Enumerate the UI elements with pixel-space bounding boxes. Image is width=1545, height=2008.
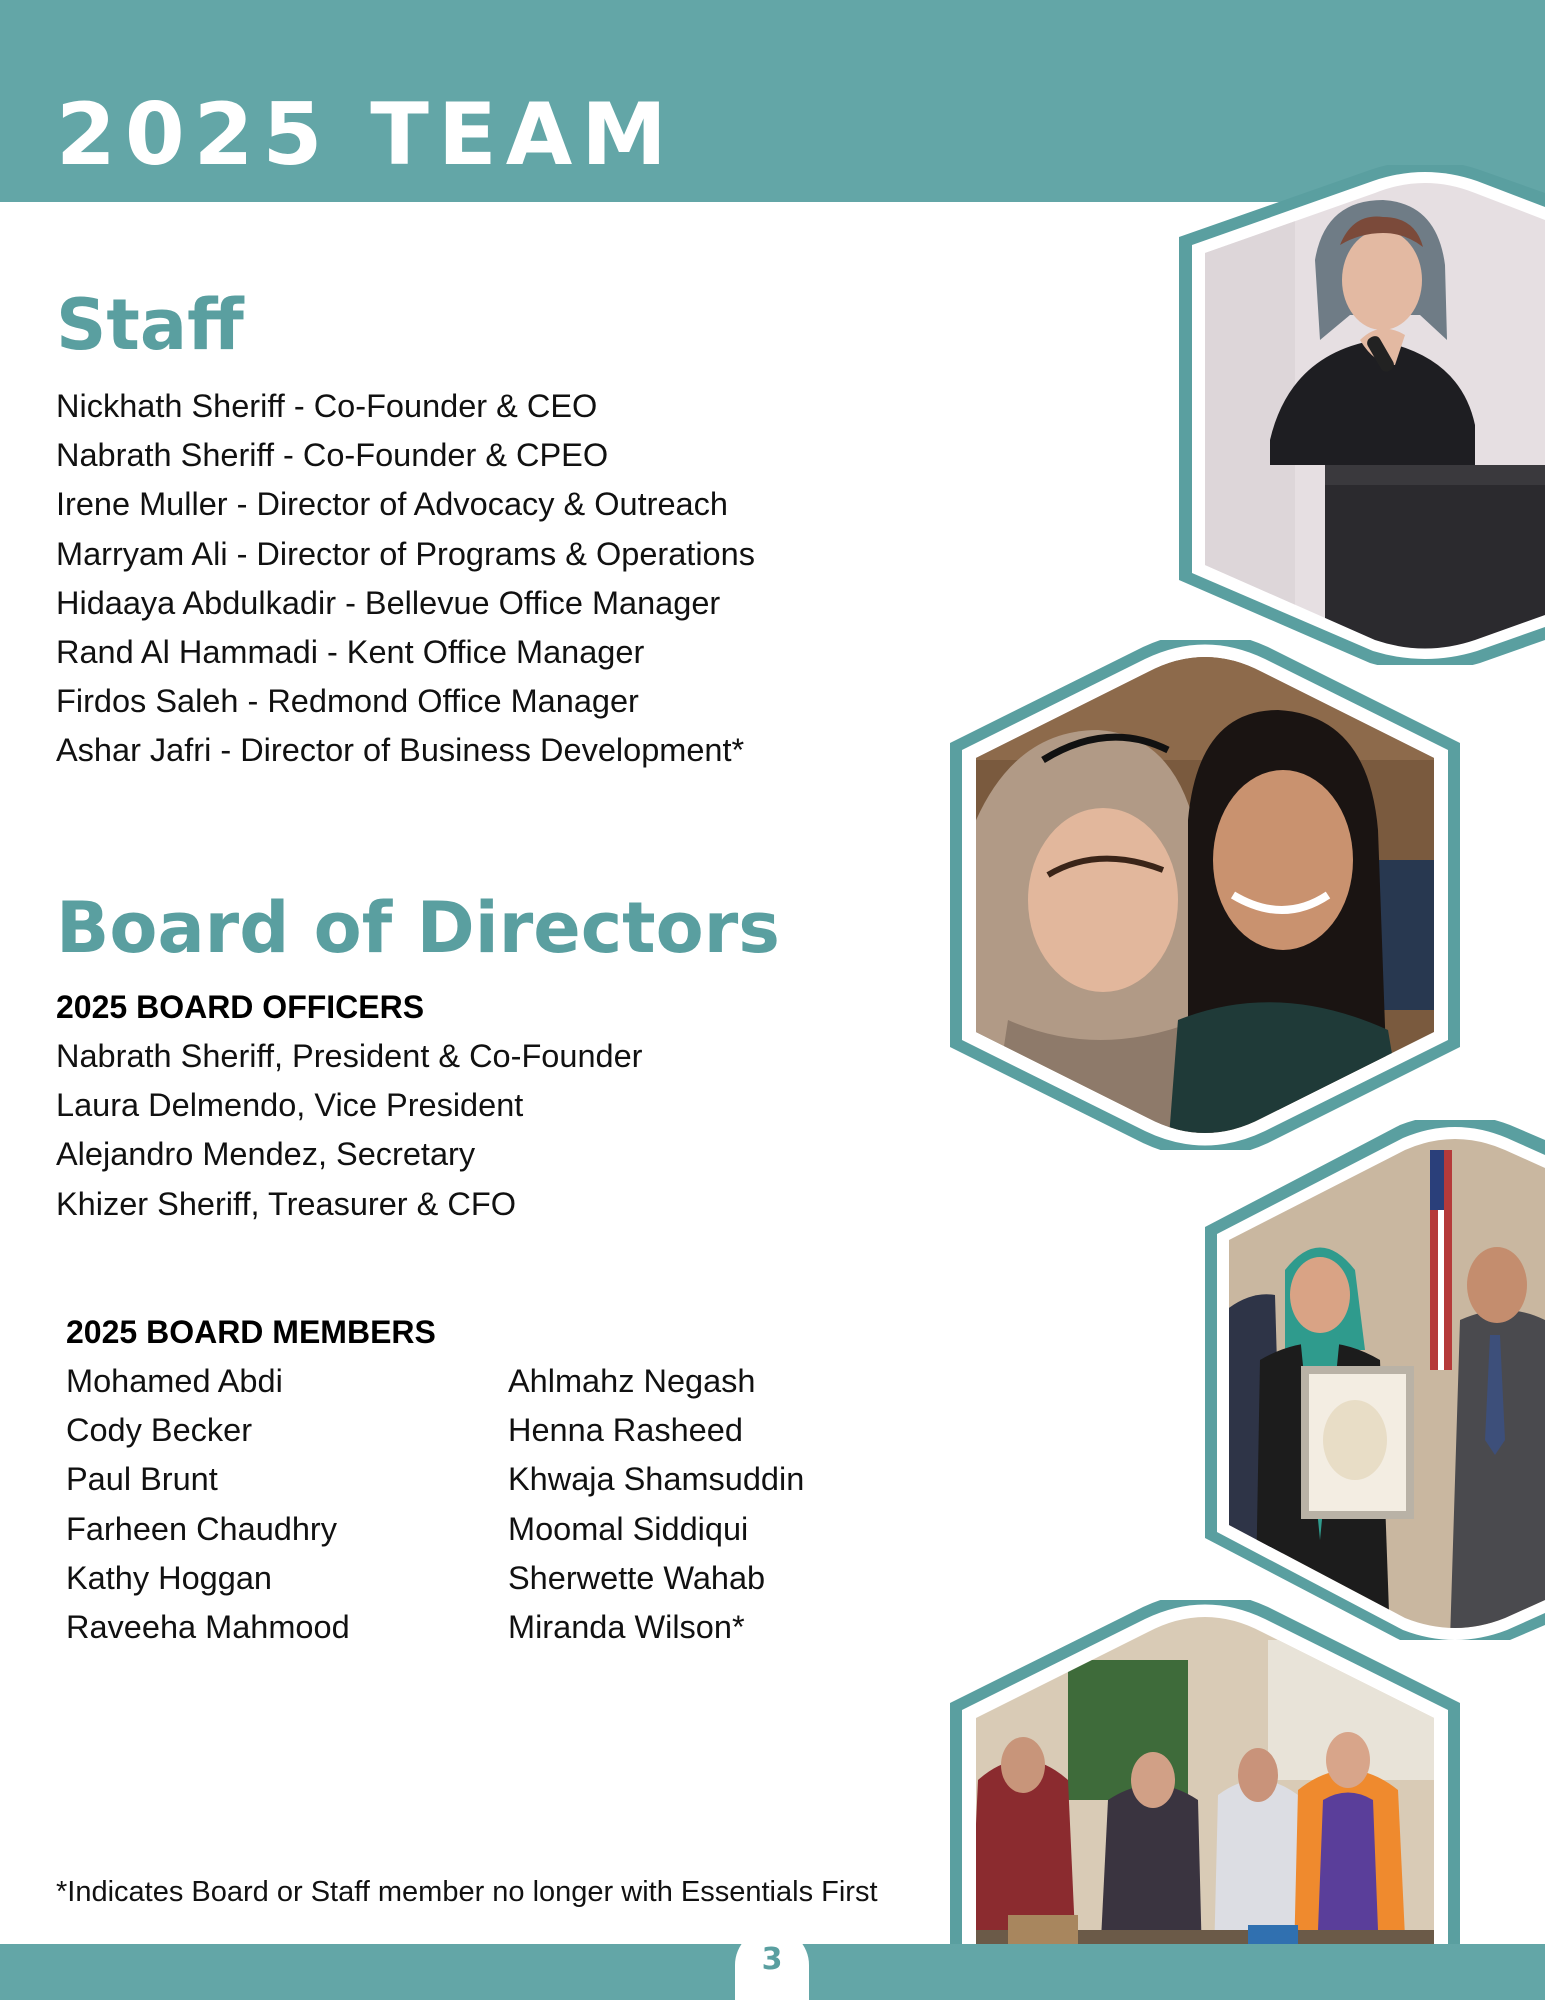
board-officer: Nabrath Sheriff, President & Co-Founder [56,1038,643,1074]
photo-award-presentation [1205,1120,1545,1640]
staff-member: Rand Al Hammadi - Kent Office Manager [56,634,645,671]
board-member: Moomal Siddiqui [508,1510,749,1547]
board-officer: Khizer Sheriff, Treasurer & CFO [56,1185,516,1222]
board-heading: Board of Directors [56,887,780,969]
staff-member: Nabrath Sheriff - Co-Founder & CPEO [56,437,609,474]
photo-two-women-selfie [948,640,1463,1150]
board-member: Farheen Chaudhry [66,1510,337,1547]
photo-speaker-at-podium [1175,165,1545,665]
board-member: Kathy Hoggan [66,1559,272,1596]
page-number: 3 [761,1942,783,1977]
board-officers-list [56,1032,643,1229]
page-title: 2025 TEAM [56,85,676,185]
staff-member: Ashar Jafri - Director of Business Development* [56,732,745,769]
board-officer: Laura Delmendo, Vice President [56,1087,524,1124]
photo-donation-volunteers [948,1600,1463,2000]
board-member: Sherwette Wahab [508,1559,766,1596]
staff-member: Marryam Ali - Director of Programs & Operations [56,535,755,572]
footnote: *Indicates Board or Staff member no longer with Essentials First [56,1876,878,1908]
staff-list [56,382,755,776]
board-officers-heading: 2025 BOARD OFFICERS [56,989,425,1025]
board-member: Khwaja Shamsuddin [508,1461,805,1498]
board-member: Paul Brunt [66,1461,218,1498]
board-member: Raveeha Mahmood [66,1609,350,1646]
board-members-column-2 [508,1357,804,1652]
board-members-heading: 2025 BOARD MEMBERS [66,1314,436,1350]
board-member: Henna Rasheed [508,1412,743,1449]
staff-heading: Staff [56,284,244,366]
staff-member: Nickhath Sheriff - Co-Founder & CEO [56,388,598,424]
staff-member: Firdos Saleh - Redmond Office Manager [56,683,639,720]
staff-member: Hidaaya Abdulkadir - Bellevue Office Manager [56,584,721,621]
staff-member: Irene Muller - Director of Advocacy & Outreach [56,486,728,523]
board-member: Cody Becker [66,1412,253,1449]
board-members-column-1 [66,1357,350,1652]
board-member: Ahlmahz Negash [508,1363,756,1399]
board-officer: Alejandro Mendez, Secretary [56,1136,476,1173]
board-member: Mohamed Abdi [66,1363,283,1399]
board-member: Miranda Wilson* [508,1609,745,1646]
